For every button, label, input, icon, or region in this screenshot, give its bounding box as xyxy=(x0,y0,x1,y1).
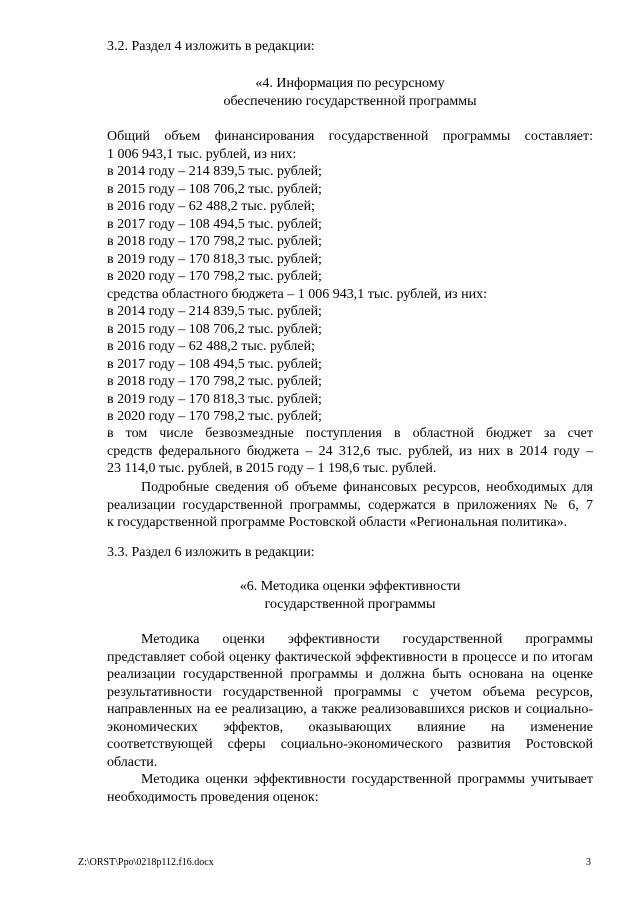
financing-line: в 2015 году – 108 706,2 тыс. рублей; xyxy=(107,181,322,197)
details-line: Подробные сведения об объеме финансовых ресурсов, необходимых для xyxy=(141,480,593,495)
methodology-line: необходимость проведения оценок: xyxy=(107,789,319,805)
methodology-line: реализации государственной программы и должна быть основана на оценке xyxy=(107,667,593,682)
methodology-line: Методика оценки эффективности государственной программы учитывает xyxy=(141,772,593,787)
details-paragraph xyxy=(107,479,593,532)
federal-line: в том числе безвозмездные поступления в областной бюджет за счет xyxy=(107,426,593,441)
financing-line: в 2018 году – 170 798,2 тыс. рублей; xyxy=(107,374,322,389)
federal-funds-paragraph xyxy=(107,425,593,478)
methodology-line: области. xyxy=(107,754,158,770)
methodology-line: направленных на ее реализацию, а также реализовавшихся рисков и социально- xyxy=(107,702,593,717)
financing-line: в 2020 году – 170 798,2 тыс. рублей; xyxy=(107,269,322,284)
financing-line: в 2014 году – 214 839,5 тыс. рублей; xyxy=(107,164,322,179)
financing-line: в 2018 году – 170 798,2 тыс. рублей; xyxy=(107,234,322,249)
financing-line: средства областного бюджета – 1 006 943,1 тыс. рублей, из них: xyxy=(107,286,487,302)
financing-line: 1 006 943,1 тыс. рублей, из них: xyxy=(107,146,297,162)
section-3-2-text: 3.2. Раздел 4 изложить в редакции: xyxy=(107,39,315,54)
financing-line: в 2016 году – 62 488,2 тыс. рублей; xyxy=(107,199,315,214)
footer-page-number: 3 xyxy=(586,857,591,868)
section-6-title-line: «6. Методика оценки эффективности xyxy=(239,579,461,594)
details-line: реализации государственной программы, содержатся в приложениях № 6, 7 xyxy=(107,497,593,513)
financing-line: в 2017 году – 108 494,5 тыс. рублей; xyxy=(107,216,322,232)
methodology-line: экономических эффектов, оказывающих влияние на изменение xyxy=(107,719,593,735)
methodology-paragraph-1 xyxy=(107,631,593,771)
section-6-title-line: государственной программы xyxy=(264,596,436,612)
federal-line: средств федерального бюджета – 24 312,6 тыс. рублей, из них в 2014 году – xyxy=(107,443,593,459)
financing-line: в 2019 году – 170 818,3 тыс. рублей; xyxy=(107,251,322,267)
financing-line: в 2017 году – 108 494,5 тыс. рублей; xyxy=(107,356,322,372)
financing-line: в 2014 году – 214 839,5 тыс. рублей; xyxy=(107,304,322,319)
section-4-title-line: «4. Информация по ресурсному xyxy=(255,76,445,91)
financing-line: в 2016 году – 62 488,2 тыс. рублей; xyxy=(107,339,315,354)
methodology-paragraph-2 xyxy=(107,771,593,806)
section-3-2-heading xyxy=(107,38,593,56)
federal-line: 23 114,0 тыс. рублей, в 2015 году – 1 198,6 тыс. рублей. xyxy=(107,461,437,476)
section-3-3-text: 3.3. Раздел 6 изложить в редакции: xyxy=(107,545,315,560)
financing-line: Общий объем финансирования государственной программы составляет: xyxy=(107,129,593,144)
section-3-3-heading xyxy=(107,544,593,562)
methodology-line: соответствующей сферы социально-экономического развития Ростовской xyxy=(107,737,593,752)
section-4-title xyxy=(107,75,593,110)
financing-line: в 2015 году – 108 706,2 тыс. рублей; xyxy=(107,321,322,337)
financing-line: в 2019 году – 170 818,3 тыс. рублей; xyxy=(107,391,322,407)
details-line: к государственной программе Ростовской области «Региональная политика». xyxy=(107,515,568,530)
footer-file-path: Z:\ORST\Ppo\0218p112.f16.docx xyxy=(78,857,214,868)
section-4-title-line: обеспечению государственной программы xyxy=(223,93,477,109)
financing-line: в 2020 году – 170 798,2 тыс. рублей; xyxy=(107,409,322,424)
financing-list xyxy=(107,128,593,426)
methodology-line: представляет собой оценку фактической эффективности в процессе и по итогам xyxy=(107,649,593,665)
methodology-line: Методика оценки эффективности государственной программы xyxy=(141,632,593,647)
section-6-title xyxy=(107,578,593,613)
methodology-line: результативности государственной программы с учетом объема ресурсов, xyxy=(107,684,593,700)
